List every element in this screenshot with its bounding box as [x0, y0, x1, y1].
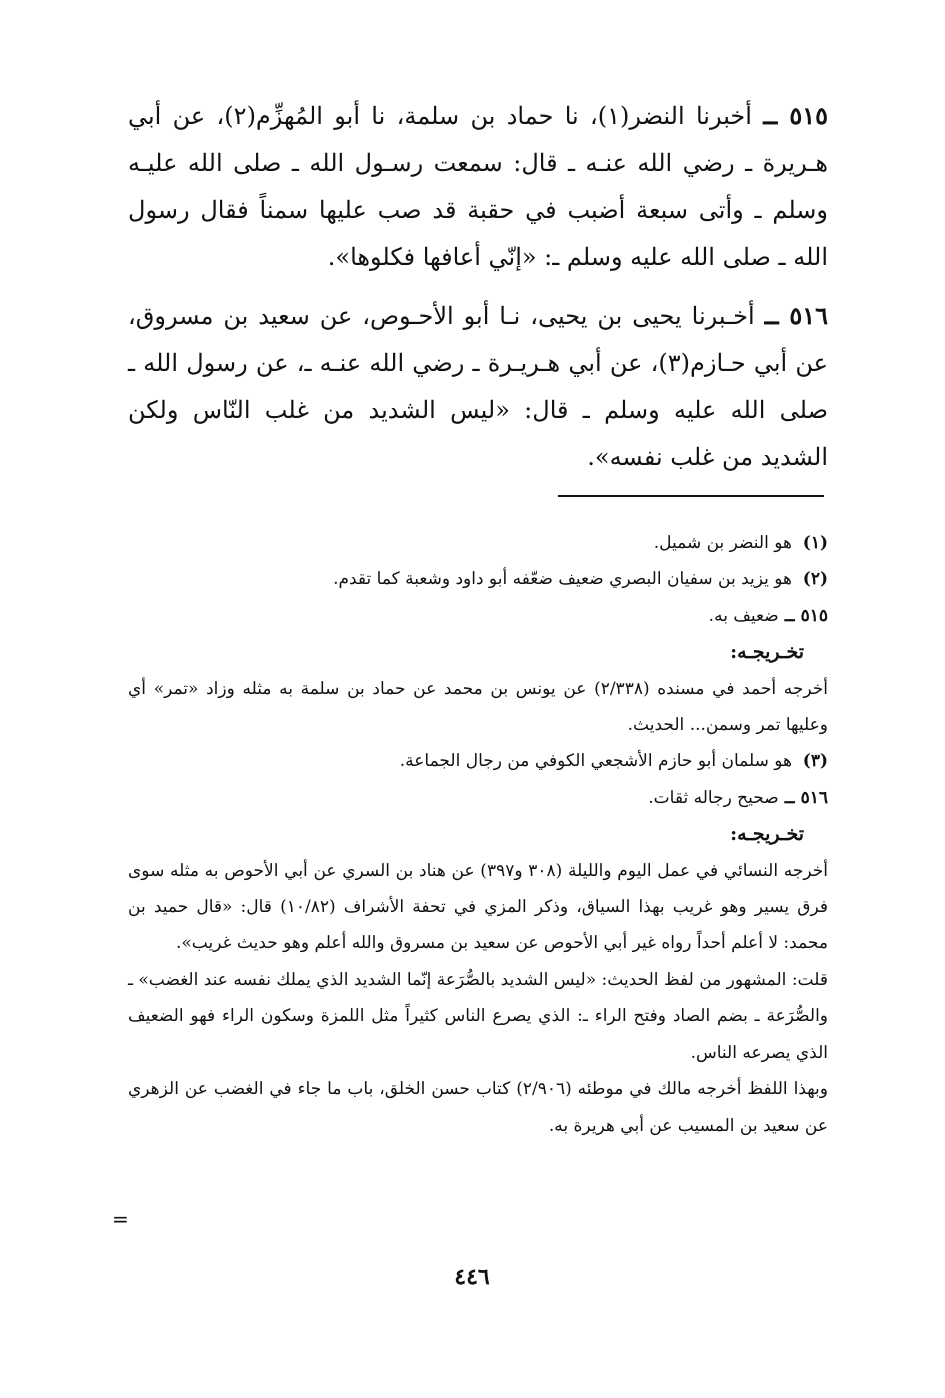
takhrij-516-heading — [128, 816, 828, 852]
footnotes — [128, 525, 828, 1144]
footnote-1 — [128, 525, 828, 561]
hadith-515-text: أخبرنا النضر(١)، نا حماد بن سلمة، نا أبو المُهزِّم(٢)، عن أبي هـريرة ـ رضي الله عنـه ـ قال: سمعت رسـول الله ـ صلى الله عليـه وسلم ـ وأتى سبعة أضبب في حقبة قد صب عليها سمناً فقال رسول الله ـ صلى الله عليه وسلم ـ: «إنّي أعافها فكلوها». — [128, 102, 828, 271]
grading-515 — [128, 598, 828, 634]
malik-note: وبهذا اللفظ أخرجه مالك في موطئه (٢/٩٠٦) كتاب حسن الخلق، باب ما جاء في الغضب عن الزهري عن سعيد بن المسيب عن أبي هريرة به. — [128, 1079, 828, 1136]
grading-516-text: صحيح رجاله ثقات. — [648, 787, 779, 808]
hadith-515-number: ٥١٥ ــ — [763, 101, 829, 130]
hadith-515-paragraph — [128, 92, 828, 281]
continuation-mark: = — [112, 1207, 129, 1231]
grading-516 — [128, 780, 828, 816]
takhrij-515-heading-label: تخـريجـه: — [730, 641, 804, 664]
takhrij-515-heading — [128, 634, 828, 670]
footnote-1-number: (١) — [802, 533, 828, 553]
footnote-2-text: هو يزيد بن سفيان البصري ضعيف ضعّفه أبو داود وشعبة كما تقدم. — [333, 569, 792, 590]
footnote-separator — [558, 495, 824, 497]
grading-515-number: ٥١٥ ــ — [784, 605, 828, 626]
page-number: ٤٤٦ — [454, 1264, 490, 1290]
takhrij-516-text: أخرجه النسائي في عمل اليوم والليلة (٣٠٨ و٣٩٧) عن هناد بن السري عن أبي الأحوص به مثله سوى فرق يسير وهو غريب بهذا السياق، وذكر المزي في تحفة الأشراف (١٠/٨٢) قال: «قال حميد بن محمد: لا أعلم أحداً رواه غير أبي الأحوص عن سعيد بن مسروق والله أعلم وهو حديث غريب». — [128, 860, 829, 954]
hadith-516-number: ٥١٦ ــ — [764, 301, 828, 330]
takhrij-515-text: أخرجه أحمد في مسنده (٢/٣٣٨) عن يونس بن محمد عن حماد بن سلمة به مثله وزاد «تمر» أي وعليها تمر وسمن... الحديث. — [128, 678, 828, 736]
qultu-note: قلت: المشهور من لفظ الحديث: «ليس الشديد بالصُّرَعة إنّما الشديد الذي يملك نفسه عند الغضب» ـ والصُّرَعة ـ بضم الصاد وفتح الراء ـ: الذي يصرع الناس كثيراً مثل اللمزة وسكون الراء فهو الضعيف الذي يصرعه الناس. — [128, 969, 828, 1063]
footnote-3 — [128, 743, 828, 779]
footnote-3-text: هو سلمان أبو حازم الأشجعي الكوفي من رجال الجماعة. — [399, 751, 792, 772]
grading-515-text: ضعيف به. — [708, 605, 779, 626]
footnote-2 — [128, 561, 828, 597]
footnote-1-text: هو النضر بن شميل. — [653, 533, 792, 553]
hadith-516-text: أخـبرنا يحيى بن يحيى، نـا أبو الأحـوص، عن سعيد بن مسروق، عن أبي حـازم(٣)، عن أبي هـريـرة ـ رضي الله عنـه ـ، عن رسول الله ـ صلى الله عليه وسلم ـ قال: «ليس الشديد من غلب النّاس ولكن الشديد من غلب نفسه». — [128, 302, 828, 471]
footnote-2-number: (٢) — [802, 569, 828, 590]
hadith-516-paragraph — [128, 292, 828, 481]
grading-516-number: ٥١٦ ــ — [784, 787, 828, 808]
hadith-515 — [128, 92, 828, 281]
takhrij-516-heading-label: تخـريجـه: — [730, 823, 804, 846]
footnote-3-number: (٣) — [802, 751, 828, 772]
hadith-516 — [128, 292, 828, 481]
